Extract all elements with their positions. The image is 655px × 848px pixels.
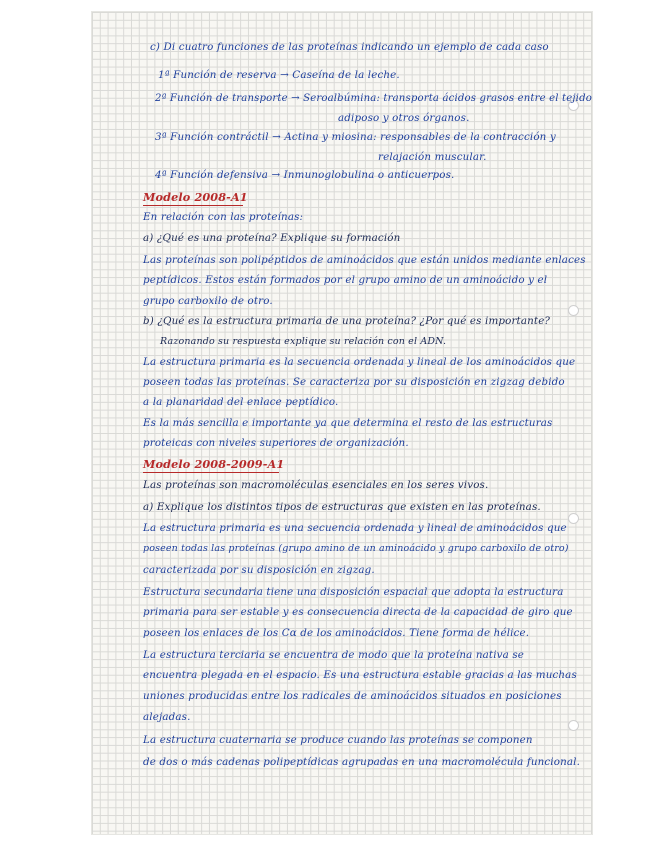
- answer-primaria-1: La estructura primaria es una secuencia ordenada y lineal de aminoácidos que: [143, 522, 567, 534]
- answer-terciaria-3: uniones producidas entre los radicales de aminoácidos situados en posiciones: [143, 690, 562, 702]
- answer-terciaria-2: encuentra plegada en el espacio. Es una estructura estable gracias a las muchas: [143, 669, 577, 681]
- heading-underline: [143, 205, 243, 206]
- punch-hole-icon: [568, 720, 579, 731]
- intro-text-2: Las proteínas son macromoléculas esenciales en los seres vivos.: [143, 479, 489, 491]
- answer-b-5: proteicas con niveles superiores de organización.: [143, 437, 409, 449]
- answer-a-2: peptídicos. Estos están formados por el grupo amino de un aminoácido y el: [143, 274, 548, 286]
- answer-b-2: poseen todas las proteínas. Se caracteriza por su disposición en zigzag debido: [143, 376, 565, 388]
- function-3-cont: relajación muscular.: [378, 151, 487, 163]
- answer-primaria-3: caracterizada por su disposición en zigzag.: [143, 564, 375, 576]
- answer-a-3: grupo carboxilo de otro.: [143, 295, 273, 307]
- punch-hole-icon: [568, 305, 579, 316]
- function-3: 3ª Función contráctil → Actina y miosina: responsables de la contracción y: [155, 131, 556, 143]
- heading-modelo-2008: Modelo 2008-A1: [143, 190, 248, 204]
- answer-b-1: La estructura primaria es la secuencia ordenada y lineal de los aminoácidos que: [143, 356, 576, 368]
- answer-a-1: Las proteínas son polipéptidos de aminoácidos que están unidos mediante enlaces: [143, 254, 586, 266]
- answer-secundaria-3: poseen los enlaces de los Cα de los aminoácidos. Tiene forma de hélice.: [143, 627, 530, 639]
- answer-terciaria-1: La estructura terciaria se encuentra de modo que la proteína nativa se: [143, 649, 525, 661]
- function-1: 1ª Función de reserva → Caseína de la leche.: [158, 69, 400, 81]
- heading-underline: [143, 472, 279, 473]
- function-2: 2ª Función de transporte → Seroalbúmina: transporta ácidos grasos entre el tejido: [155, 92, 592, 104]
- function-4: 4ª Función defensiva → Inmunoglobulina o anticuerpos.: [155, 169, 455, 181]
- answer-cuaternaria-2: de dos o más cadenas polipeptídicas agrupadas en una macromolécula funcional.: [143, 756, 581, 768]
- question-b-cont: Razonando su respuesta explique su relación con el ADN.: [160, 336, 447, 347]
- heading-modelo-2008-2009: Modelo 2008-2009-A1: [143, 457, 285, 471]
- answer-b-4: Es la más sencilla e importante ya que determina el resto de las estructuras: [143, 417, 553, 429]
- answer-b-3: a la planaridad del enlace peptídico.: [143, 396, 339, 408]
- punch-hole-icon: [568, 513, 579, 524]
- answer-terciaria-4: alejadas.: [143, 711, 191, 723]
- answer-cuaternaria-1: La estructura cuaternaria se produce cuando las proteínas se componen: [143, 734, 533, 746]
- answer-secundaria-1: Estructura secundaria tiene una disposición espacial que adopta la estructura: [143, 586, 564, 598]
- answer-secundaria-2: primaria para ser estable y es consecuencia directa de la capacidad de giro que: [143, 606, 573, 618]
- question-a-2: a) Explique los distintos tipos de estructuras que existen en las proteínas.: [143, 501, 541, 513]
- question-a: a) ¿Qué es una proteína? Explique su formación: [143, 232, 401, 244]
- function-2-cont: adiposo y otros órganos.: [338, 112, 470, 124]
- answer-primaria-2: poseen todas las proteínas (grupo amino de un aminoácido y grupo carboxilo de otro): [143, 543, 569, 554]
- intro-text: En relación con las proteínas:: [143, 211, 304, 223]
- question-c: c) Di cuatro funciones de las proteínas indicando un ejemplo de cada caso: [150, 41, 549, 53]
- question-b: b) ¿Qué es la estructura primaria de una proteína? ¿Por qué es importante?: [143, 315, 551, 327]
